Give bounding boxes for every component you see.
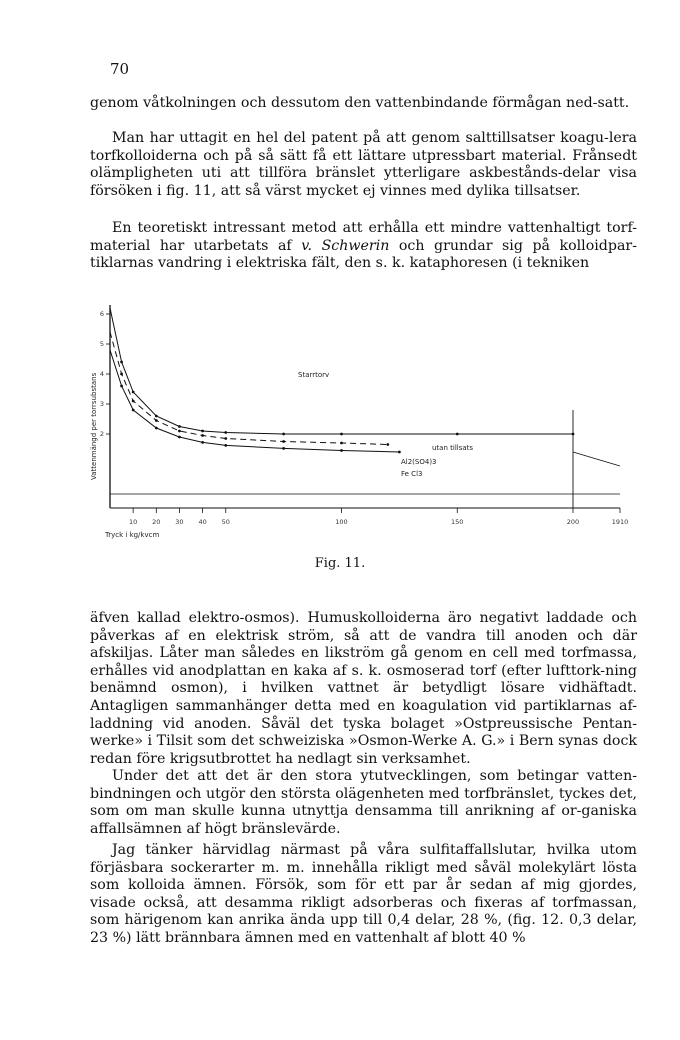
data-point: [132, 391, 135, 394]
x-tick-label: 50: [221, 518, 230, 526]
y-tick-label: 6: [99, 310, 104, 318]
data-point: [572, 433, 575, 436]
data-point: [224, 444, 227, 447]
legend-fecl3: Fe Cl3: [401, 470, 423, 478]
data-point: [178, 430, 181, 433]
data-point: [456, 433, 459, 436]
data-point: [178, 425, 181, 428]
x-tick-label: 40: [198, 518, 207, 526]
chart-title: Starrtorv: [298, 371, 330, 379]
paragraph-2: Man har uttagit en hel del patent på att genom salttillsatser koagu-lera torfkolloiderna och på så sätt få ett lättare utpressbart material. Frånsedt olämpligheten uti att tillföra bränslet ytterligare askbestånds-delar visa försöken i fig. 11, att så värst mycket ej vinnes med dylika tillsatser.: [90, 130, 637, 199]
series-line-1: [110, 308, 573, 434]
y-tick-label: 3: [99, 400, 104, 408]
data-point: [132, 409, 135, 412]
paragraph-3-after: och grundar sig på kolloidpar-tiklarnas vandring i elektriska fält, den s. k. kataphoresen (i tekniken: [90, 237, 637, 272]
data-point: [224, 431, 227, 434]
legend-al2so43: Al2(SO4)3: [401, 458, 437, 466]
data-point: [201, 441, 204, 444]
legend-utan-tillsats: utan tillsats: [432, 444, 474, 452]
figure-caption: Fig. 11.: [314, 556, 366, 571]
data-point: [386, 443, 389, 446]
paragraph-6: Jag tänker härvidlag närmast på våra sulfitaffallslutar, hvilka utom förjäsbara sockerarter m. m. innehålla rikligt med såväl molekylärt lösta som kolloida ämnen. Försök, som för ett par år sedan af mig gjordes, visade också, att desamma rikligt adsorberas och fixeras af torfmassan, som härigenom kan anrika ända upp till 0,4 delar, 28 %, (fig. 12. 0,3 delar, 23 %) lätt brännbara ämnen med en vattenhalt af blott 40 %: [90, 842, 637, 946]
x-tick-label: 200: [566, 518, 580, 526]
x-tick-label: 20: [152, 518, 161, 526]
data-point: [224, 437, 227, 440]
data-point: [155, 427, 158, 430]
extension-line: [573, 452, 620, 466]
paragraph-4: äfven kallad elektro-osmos). Humuskolloiderna äro negativt laddade och påverkas af en elektrisk ström, så att de vandra till anoden och där afskiljas. Låter man således en likström gå genom en cell med torfmassa, erhålles vid anodplattan en kaka af s. k. osmoserad torf (efter lufttork-ning benämnd osmon), i hvilken vattnet är betydligt lösare vidhäftadt. Antagligen sammanhänger detta med en koagulation vid partiklarnas af-laddning vid anoden. Såväl det tyska bolaget »Ostpreussische Pentan-werke» i Tilsit som det schweiziska »Osmon-Werke A. G.» i Bern synas dock redan före krigsutbrottet ha nedlagt sin verksamhet.: [90, 610, 637, 767]
y-axis-label: Vattenmängd per torrsubstans: [90, 372, 98, 480]
data-point: [398, 451, 401, 454]
chart-axes: [110, 305, 620, 508]
author-name: v. Schwerin: [301, 237, 390, 254]
data-point: [178, 436, 181, 439]
x-tick-label: 30: [175, 518, 184, 526]
data-point: [120, 373, 123, 376]
data-point: [282, 440, 285, 443]
paragraph-1: genom våtkolningen och dessutom den vattenbindande förmågan ned-satt.: [90, 95, 630, 111]
data-point: [155, 415, 158, 418]
page-number: 70: [110, 60, 130, 78]
series-line-3: [110, 350, 399, 452]
y-tick-label: 5: [99, 340, 104, 348]
data-point: [201, 430, 204, 433]
y-tick-label: 4: [99, 370, 104, 378]
y-tick-label: 2: [99, 430, 104, 438]
x-tick-label: 1910: [611, 518, 629, 526]
x-axis-label: Tryck i kg/kvcm: [105, 531, 160, 539]
x-tick-label: 100: [335, 518, 348, 526]
data-point: [155, 419, 158, 422]
data-point: [120, 385, 123, 388]
paragraph-3-before: En teoretiskt intressant metod att erhålla ett mindre vattenhaltigt torf-material har utarbetats af: [90, 220, 637, 254]
data-point: [201, 434, 204, 437]
data-point: [282, 433, 285, 436]
paragraph-5: Under det att det är den stora ytutvecklingen, som betingar vatten-bindningen och utgör den största olägenheten med torfbränslet, tyckes det, som om man skulle kunna utnyttja densamma till anrikning af or-ganiska affallsämnen af högt bränslevärde.: [90, 768, 637, 837]
data-point: [340, 442, 343, 445]
data-point: [282, 447, 285, 450]
data-point: [132, 400, 135, 403]
data-point: [340, 449, 343, 452]
data-point: [120, 361, 123, 364]
data-point: [340, 433, 343, 436]
series-line-2: [110, 332, 388, 445]
x-tick-label: 150: [451, 518, 464, 526]
x-tick-label: 10: [129, 518, 138, 526]
